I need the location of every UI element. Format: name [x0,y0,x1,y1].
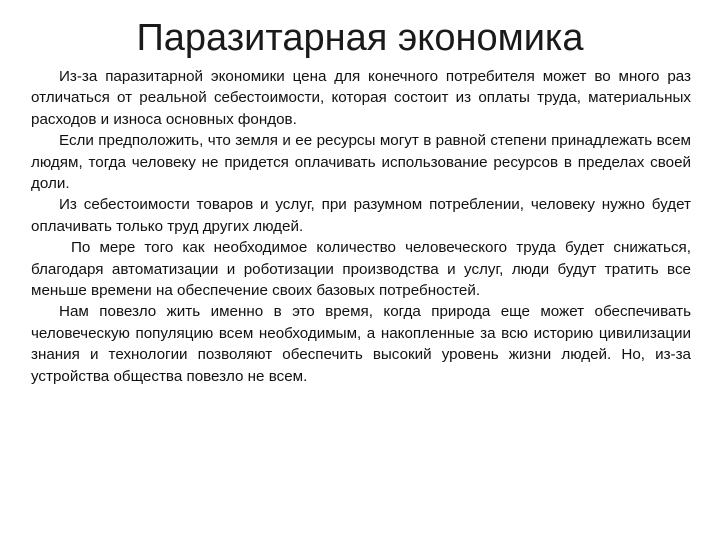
paragraph-2: Если предположить, что земля и ее ресурсы могут в равной степени принадлежать всем людям, тогда человеку не придется оплачивать использование ресурсов в пределах своей доли. [31,132,691,193]
paragraph-4: По мере того как необходимое количество человеческого труда будет снижаться, благодаря автоматизации и роботизации производства и услуг, люди будут тратить все меньше времени на обеспечение своих базовых потребностей. [31,239,691,300]
slide-title: Паразитарная экономика [136,17,584,59]
paragraph-3: Из себестоимости товаров и услуг, при разумном потреблении, человеку нужно будет оплачивать только труд других людей. [31,196,691,235]
paragraph-5: Нам повезло жить именно в это время, когда природа еще может обеспечивать человеческую популяцию всем необходимым, а накопленные за всю историю цивилизации знания и технологии позволяют обеспечить высокий уровень жизни людей. Но, из-за устройства общества повезло не всем. [31,303,691,385]
paragraph-1: Из-за паразитарной экономики цена для конечного потребителя может во много раз отличаться от реальной себестоимости, которая состоит из оплаты труда, материальных расходов и износа основных фондов. [31,68,691,128]
slide-body [31,66,691,387]
